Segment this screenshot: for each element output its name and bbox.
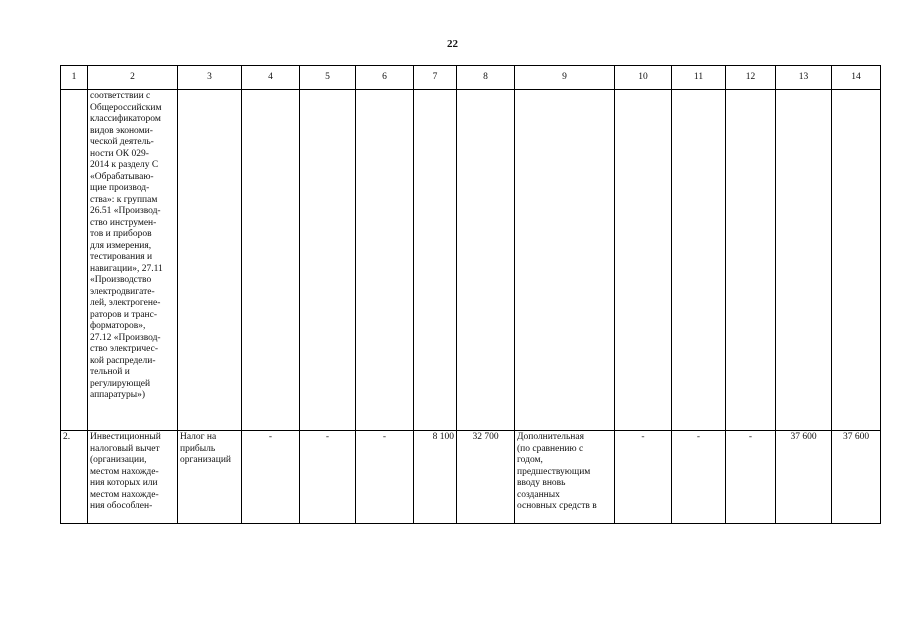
column-header: 6 <box>356 66 414 90</box>
text-line: электродвигате- <box>90 286 155 297</box>
text-line: ства»: к группам <box>90 194 158 205</box>
table-cell <box>242 90 300 431</box>
text-line: 26.51 «Производ- <box>90 206 161 216</box>
table-cell <box>615 90 672 431</box>
text-line: созданных <box>517 489 560 500</box>
text-line: классификатором <box>90 114 161 124</box>
column-header: 12 <box>726 66 776 90</box>
table-cell <box>300 90 356 431</box>
text-line: основных средств в <box>517 501 597 511</box>
tax-type-cell <box>178 431 242 524</box>
table-cell <box>414 90 457 431</box>
text-line: аппаратуры») <box>90 390 146 400</box>
text-line: навигации», 27.11 <box>90 263 163 274</box>
text-line: годом, <box>517 455 543 465</box>
table-cell <box>178 90 242 431</box>
column-header: 13 <box>776 66 832 90</box>
text-line: тестирования и <box>90 252 153 262</box>
text-line: «Обрабатываю- <box>90 171 154 182</box>
text-line: ности ОК 029- <box>90 148 149 159</box>
text-line: ство инструмен- <box>90 217 157 228</box>
text-line: организаций <box>180 455 232 465</box>
text-line: Дополнительная <box>517 432 584 442</box>
text-line: соответствии с <box>90 91 151 101</box>
value-cell: 37 600 <box>832 431 881 524</box>
text-line: тов и приборов <box>90 229 152 239</box>
table-cell <box>61 90 88 431</box>
text-line: (организации, <box>90 455 147 465</box>
table-cell-description <box>88 431 178 524</box>
text-line: предшествующим <box>517 466 591 477</box>
column-header: 11 <box>672 66 726 90</box>
header-row <box>61 66 881 90</box>
text-line: вводу вновь <box>517 478 566 488</box>
text-line: (по сравнению с <box>517 443 584 454</box>
text-line: налоговый вычет <box>90 443 160 454</box>
column-header: 14 <box>832 66 881 90</box>
text-line: ния которых или <box>90 478 158 488</box>
text-line: регулирующей <box>90 378 151 389</box>
text-line: местом нахожде- <box>90 466 159 477</box>
text-line: щие производ- <box>90 183 150 193</box>
column-header: 3 <box>178 66 242 90</box>
table-cell: - <box>356 431 414 524</box>
table-cell <box>776 90 832 431</box>
page-number: 22 <box>447 38 458 50</box>
table-cell-description <box>515 431 615 524</box>
table-cell: - <box>242 431 300 524</box>
text-line: прибыль <box>180 443 216 454</box>
text-line: раторов и транс- <box>90 309 158 320</box>
text-line: «Производство <box>90 275 152 285</box>
table-cell <box>726 90 776 431</box>
table-cell <box>457 90 515 431</box>
table-row <box>61 431 881 524</box>
text-line: 27.12 «Производ- <box>90 332 161 343</box>
table-cell: - <box>726 431 776 524</box>
table-cell <box>672 90 726 431</box>
column-header: 2 <box>88 66 178 90</box>
text-line: ство электричес- <box>90 344 158 354</box>
text-line: местом нахожде- <box>90 489 159 500</box>
text-line: форматоров», <box>90 321 146 331</box>
text-line: Налог на <box>180 432 217 442</box>
table-cell <box>356 90 414 431</box>
text-line: лей, электрогене- <box>90 298 161 308</box>
value-cell: 8 100 <box>414 431 457 524</box>
table-cell <box>832 90 881 431</box>
text-line: кой распредели- <box>90 355 156 366</box>
table-cell: - <box>300 431 356 524</box>
column-header: 8 <box>457 66 515 90</box>
value-cell: 32 700 <box>457 431 515 524</box>
text-line: для измерения, <box>90 240 152 251</box>
table-cell-description <box>88 90 178 431</box>
text-line: ния обособлен- <box>90 501 153 511</box>
column-header: 7 <box>414 66 457 90</box>
row-number-cell: 2. <box>61 431 88 524</box>
column-header: 10 <box>615 66 672 90</box>
column-header: 9 <box>515 66 615 90</box>
text-line: ческой деятель- <box>90 137 154 147</box>
text-line: Общероссийским <box>90 102 162 113</box>
column-header: 1 <box>61 66 88 90</box>
text-line: видов экономи- <box>90 125 153 136</box>
text-line: Инвестиционный <box>90 432 161 442</box>
table-cell: - <box>615 431 672 524</box>
column-header: 5 <box>300 66 356 90</box>
text-line: 2014 к разделу С <box>90 160 159 170</box>
table-cell: - <box>672 431 726 524</box>
column-header: 4 <box>242 66 300 90</box>
value-cell: 37 600 <box>776 431 832 524</box>
table-cell <box>515 90 615 431</box>
text-line: тельной и <box>90 367 130 377</box>
table-row <box>61 90 881 431</box>
data-table <box>60 65 881 524</box>
